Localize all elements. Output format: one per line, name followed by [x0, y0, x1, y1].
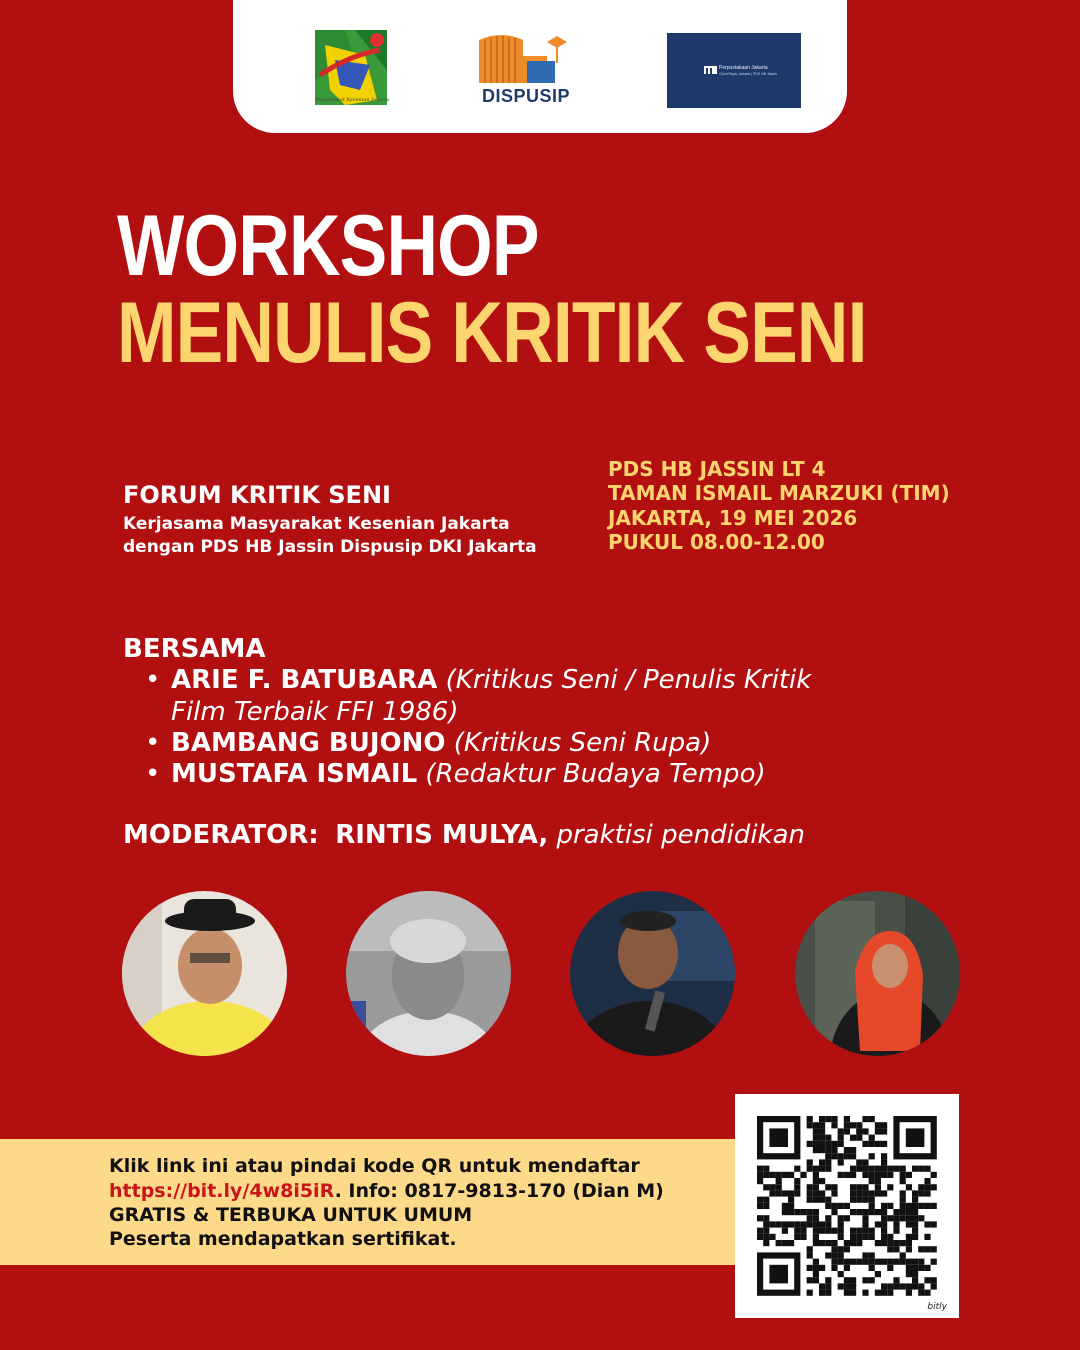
forum-line-1: Kerjasama Masyarakat Kesenian Jakarta: [123, 514, 510, 534]
perpus-subtext: Cikini Raya, Jakarta | PDS HB Jassin: [719, 72, 777, 76]
qr-code[interactable]: [735, 1094, 959, 1318]
speakers-heading: BERSAMA: [123, 634, 266, 664]
logo-bar: [233, 0, 847, 133]
location-line-2: TAMAN ISMAIL MARZUKI (TIM): [608, 481, 950, 505]
speaker-role: (Kritikus Seni Rupa): [453, 728, 712, 758]
dispusip-building-icon: [471, 28, 581, 88]
speaker-role: (Redaktur Budaya Tempo): [425, 759, 766, 789]
bullet: •: [145, 728, 161, 758]
info-line-3: GRATIS & TERBUKA UNTUK UMUM: [109, 1204, 473, 1226]
title-menulis-kritik-seni: MENULIS KRITIK SENI: [117, 285, 867, 381]
location-time: PUKUL 08.00-12.00: [608, 530, 825, 554]
speaker-item: [145, 665, 811, 695]
bullet: •: [145, 665, 161, 695]
speaker-photo-bambang: [346, 891, 511, 1056]
speaker-name: ARIE F. BATUBARA: [171, 665, 438, 695]
forum-title: FORUM KRITIK SENI: [123, 481, 391, 509]
title-workshop: WORKSHOP: [117, 198, 539, 294]
moderator-name: RINTIS MULYA,: [335, 820, 549, 850]
info-line-4: Peserta mendapatkan sertifikat.: [109, 1228, 457, 1250]
location-line-1: PDS HB JASSIN LT 4: [608, 457, 826, 481]
speaker-item: [145, 728, 711, 758]
dispusip-logo: [471, 28, 581, 108]
bullet: •: [145, 759, 161, 789]
speaker-role: (Kritikus Seni / Penulis Kritik: [445, 665, 812, 695]
contact-info: . Info: 0817-9813-170 (Dian M): [334, 1180, 664, 1202]
forum-line-2: dengan PDS HB Jassin Dispusip DKI Jakarta: [123, 537, 537, 557]
speaker-role-continued: Film Terbaik FFI 1986): [171, 697, 459, 727]
speaker-item: [145, 759, 766, 789]
mkj-logo: [315, 30, 387, 105]
info-line-1: Klik link ini atau pindai kode QR untuk mendaftar: [109, 1155, 640, 1177]
speaker-name: BAMBANG BUJONO: [171, 728, 446, 758]
perpus-wordmark: Perpustakaan Jakarta: [719, 65, 768, 71]
moderator-line: [123, 820, 805, 850]
qr-brand: bitly: [927, 1302, 947, 1312]
moderator-photo-rintis: [795, 891, 960, 1056]
mkj-caption: Masyarakat Kesenian Jakarta: [315, 97, 390, 103]
perpustakaan-jakarta-logo: [667, 33, 801, 108]
speaker-photo-mustafa: [570, 891, 735, 1056]
speaker-name: MUSTAFA ISMAIL: [171, 759, 418, 789]
library-icon: [704, 66, 717, 74]
info-line-2: [109, 1180, 664, 1202]
dispusip-wordmark: DISPUSIP: [481, 86, 571, 106]
registration-link[interactable]: https://bit.ly/4w8i5iR: [109, 1180, 335, 1202]
moderator-label: MODERATOR:: [123, 820, 319, 850]
location-date: JAKARTA, 19 MEI 2026: [608, 506, 858, 530]
moderator-role: praktisi pendidikan: [556, 820, 806, 850]
speaker-photo-arie: [122, 891, 287, 1056]
qr-code-icon: [735, 1094, 959, 1318]
